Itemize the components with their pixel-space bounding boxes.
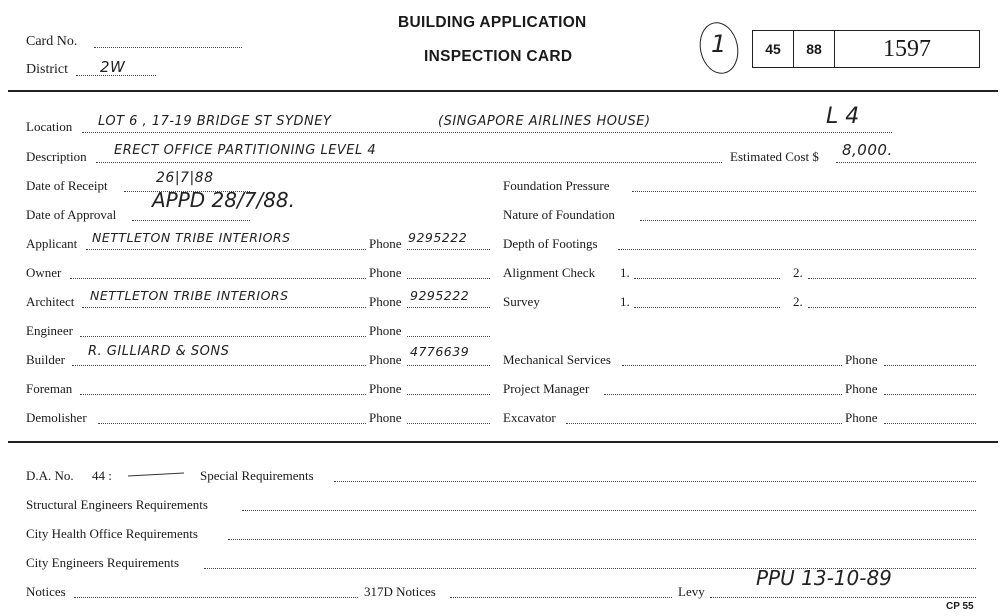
builder-value: R. GILLIARD & SONS <box>88 344 230 359</box>
title-line2: INSPECTION CARD <box>424 48 573 65</box>
excavator-phone-label: Phone <box>845 410 878 425</box>
foreman-phone-label: Phone <box>369 381 402 396</box>
box-a <box>752 30 794 68</box>
survey-2-field[interactable] <box>808 307 976 308</box>
applicant-label: Applicant <box>26 236 78 251</box>
cost-label: Estimated Cost $ <box>730 149 819 164</box>
title-line1: BUILDING APPLICATION <box>398 14 587 31</box>
box-b <box>793 30 835 68</box>
architect-phone-field[interactable] <box>407 307 490 308</box>
nature-field[interactable] <box>640 220 976 221</box>
description-label: Description <box>26 149 87 164</box>
cost-field[interactable] <box>836 162 976 163</box>
applicant-field[interactable] <box>86 249 366 250</box>
architect-phone: 9295222 <box>410 288 470 303</box>
owner-phone-field[interactable] <box>407 278 490 279</box>
applicant-phone: 9295222 <box>408 230 468 245</box>
approval-label: Date of Approval <box>26 207 117 222</box>
project-manager-phone-field[interactable] <box>884 394 976 395</box>
card-no-label: Card No. <box>26 34 78 49</box>
applicant-phone-label: Phone <box>369 236 402 251</box>
architect-field[interactable] <box>82 307 366 308</box>
engineer-phone-label: Phone <box>369 323 402 338</box>
special-field[interactable] <box>334 481 976 482</box>
foreman-phone-field[interactable] <box>407 394 490 395</box>
approval-value: APPD 28/7/88. <box>152 188 296 212</box>
mechanical-phone-field[interactable] <box>884 365 976 366</box>
notices-field[interactable] <box>74 597 358 598</box>
card-no-field[interactable] <box>94 47 242 48</box>
box-a-value: 45 <box>765 41 781 57</box>
project-manager-phone-label: Phone <box>845 381 878 396</box>
architect-value: NETTLETON TRIBE INTERIORS <box>90 288 289 303</box>
description-field[interactable] <box>96 162 722 163</box>
project-manager-field[interactable] <box>604 394 842 395</box>
applicant-phone-field[interactable] <box>407 249 490 250</box>
district-label: District <box>26 62 68 77</box>
levy-label: Levy <box>678 584 705 599</box>
survey-1-field[interactable] <box>634 307 780 308</box>
mechanical-label: Mechanical Services <box>503 352 611 367</box>
builder-label: Builder <box>26 352 65 367</box>
health-field[interactable] <box>228 539 976 540</box>
structural-field[interactable] <box>242 510 976 511</box>
notices-317d-field[interactable] <box>450 597 672 598</box>
survey-1-label: 1. <box>620 294 630 309</box>
receipt-label: Date of Receipt <box>26 178 108 193</box>
cost-value: 8,000. <box>842 141 893 159</box>
da-value: 44 : <box>92 468 112 483</box>
da-label: D.A. No. <box>26 468 74 483</box>
excavator-phone-field[interactable] <box>884 423 976 424</box>
nature-label: Nature of Foundation <box>503 207 615 222</box>
foundation-pressure-label: Foundation Pressure <box>503 178 610 193</box>
demolisher-label: Demolisher <box>26 410 87 425</box>
alignment-2-label: 2. <box>793 265 803 280</box>
form-code: CP 55 <box>946 601 974 612</box>
engineer-phone-field[interactable] <box>407 336 490 337</box>
foundation-pressure-field[interactable] <box>632 191 976 192</box>
builder-phone-label: Phone <box>369 352 402 367</box>
location-note: (SINGAPORE AIRLINES HOUSE) <box>438 114 651 129</box>
foreman-field[interactable] <box>80 394 366 395</box>
architect-phone-label: Phone <box>369 294 402 309</box>
builder-phone: 4776639 <box>410 344 470 359</box>
builder-field[interactable] <box>72 365 366 366</box>
levy-field[interactable] <box>710 597 976 598</box>
survey-2-label: 2. <box>793 294 803 309</box>
location-label: Location <box>26 119 73 134</box>
circled-number: 1 <box>711 30 727 58</box>
receipt-value: 26|7|88 <box>156 170 214 186</box>
approval-field[interactable] <box>132 220 250 221</box>
project-manager-label: Project Manager <box>503 381 590 396</box>
location-value: LOT 6 , 17-19 BRIDGE ST SYDNEY <box>98 114 332 129</box>
foreman-label: Foreman <box>26 381 73 396</box>
demolisher-field[interactable] <box>98 423 366 424</box>
engineer-field[interactable] <box>80 336 366 337</box>
alignment-1-label: 1. <box>620 265 630 280</box>
depth-label: Depth of Footings <box>503 236 598 251</box>
alignment-label: Alignment Check <box>503 265 596 280</box>
notices-317d-label: 317D Notices <box>364 584 436 599</box>
location-field[interactable] <box>82 132 892 133</box>
excavator-field[interactable] <box>566 423 842 424</box>
city-eng-label: City Engineers Requirements <box>26 555 180 570</box>
level-mark: L 4 <box>826 104 860 129</box>
alignment-2-field[interactable] <box>808 278 976 279</box>
card-number: 1597 <box>883 35 931 62</box>
builder-phone-field[interactable] <box>407 365 490 366</box>
health-label: City Health Office Requirements <box>26 526 198 541</box>
demolisher-phone-label: Phone <box>369 410 402 425</box>
demolisher-phone-field[interactable] <box>407 423 490 424</box>
owner-label: Owner <box>26 265 62 280</box>
alignment-1-field[interactable] <box>634 278 780 279</box>
structural-label: Structural Engineers Requirements <box>26 497 208 512</box>
survey-label: Survey <box>503 294 540 309</box>
owner-phone-label: Phone <box>369 265 402 280</box>
notices-label: Notices <box>26 584 66 599</box>
district-value: 2W <box>100 58 126 76</box>
special-label: Special Requirements <box>200 468 314 483</box>
description-value: ERECT OFFICE PARTITIONING LEVEL 4 <box>114 143 377 158</box>
card-number-box <box>834 30 980 68</box>
middle-divider <box>8 441 998 443</box>
engineer-label: Engineer <box>26 323 73 338</box>
mechanical-phone-label: Phone <box>845 352 878 367</box>
da-dash-mark <box>128 473 184 477</box>
depth-field[interactable] <box>618 249 976 250</box>
header-divider <box>8 90 998 92</box>
box-b-value: 88 <box>806 41 822 57</box>
architect-label: Architect <box>26 294 75 309</box>
mechanical-field[interactable] <box>622 365 842 366</box>
levy-value: PPU 13-10-89 <box>756 566 892 590</box>
applicant-value: NETTLETON TRIBE INTERIORS <box>92 230 291 245</box>
excavator-label: Excavator <box>503 410 556 425</box>
owner-field[interactable] <box>70 278 366 279</box>
